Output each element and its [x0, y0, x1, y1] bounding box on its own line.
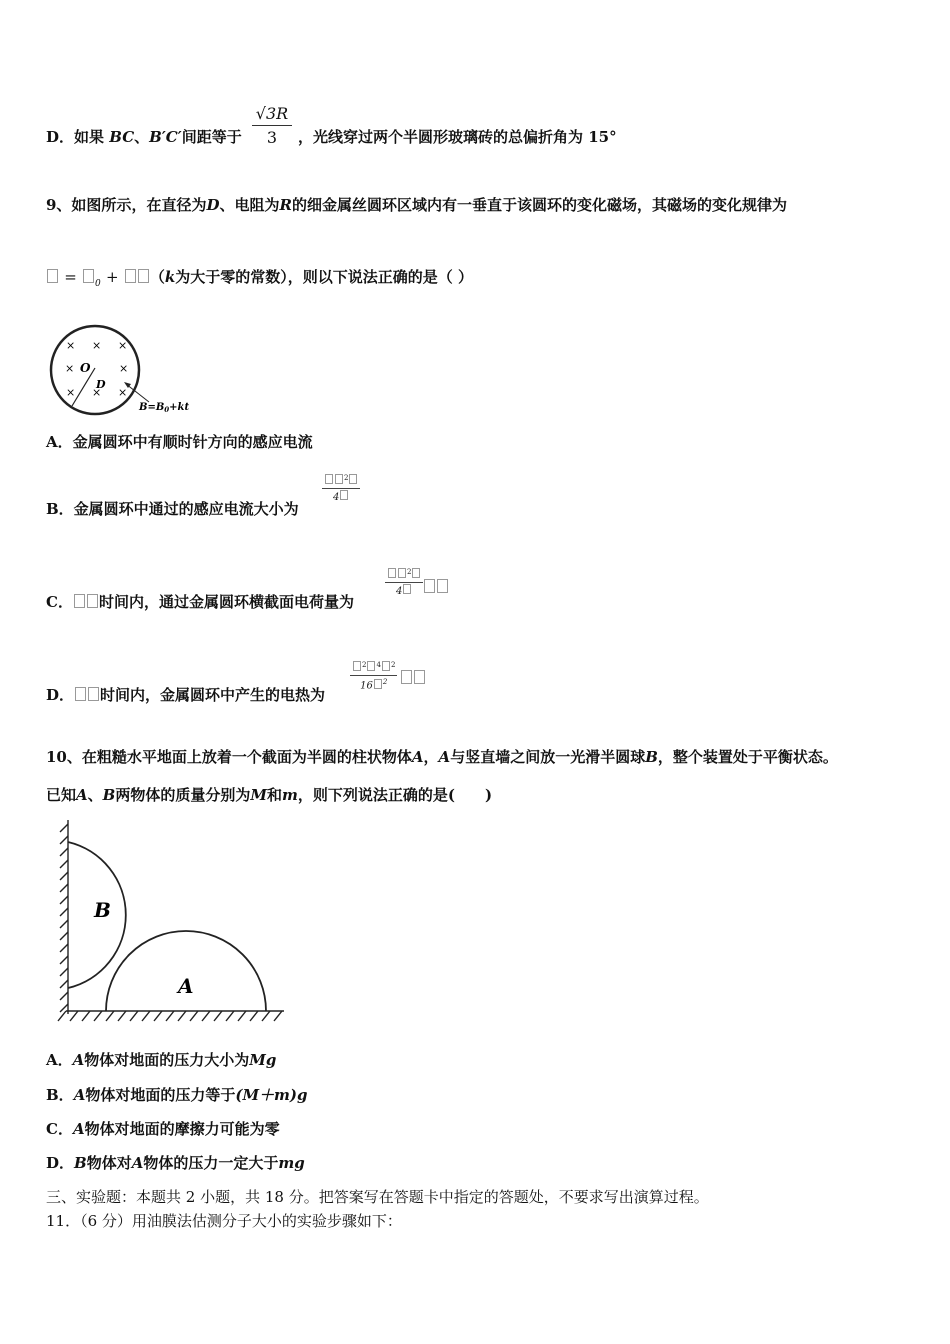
wall: [60, 820, 68, 1014]
label-a: A: [178, 974, 194, 998]
field-cross-icon: ×: [66, 339, 76, 352]
q9-option-c: C． 时间内，通过金属圆环横截面电荷量为: [46, 593, 354, 611]
section-heading: 三、实验题：本题共 2 小题，共 18 分。把答案写在答题卡中指定的答题处，不要求写出演算过程。: [46, 1188, 709, 1206]
q9-option-d-tail: [400, 668, 426, 687]
field-cross-icon: ×: [92, 339, 102, 352]
q10-stem-2: 已知A、B两物体的质量分别为M和m，则下列说法正确的是( ): [46, 786, 493, 804]
center-label: O: [80, 361, 91, 375]
q8-fraction: √3R 3: [252, 104, 292, 147]
q10-option-b: B．A物体对地面的压力等于(M＋m)g: [46, 1086, 308, 1104]
field-law-label: $B=B_0+kt$: [139, 402, 190, 414]
field-cross-icon: ×: [65, 362, 75, 375]
q9-option-b: B．金属圆环中通过的感应电流大小为: [46, 500, 299, 518]
field-cross-icon: ×: [66, 386, 76, 399]
q9-formula: = $_0$ + （k为大于零的常数），则以下说法正确的是（ ）: [46, 267, 473, 294]
q9-option-a: A．金属圆环中有顺时针方向的感应电流: [46, 433, 313, 451]
q10-option-c: C．A物体对地面的摩擦力可能为零: [46, 1120, 280, 1138]
q8-option-d-suffix: ，光线穿过两个半圆形玻璃砖的总偏折角为 15°: [298, 128, 617, 146]
missing-glyph-icon: [75, 687, 86, 701]
field-cross-icon: ×: [118, 386, 128, 399]
q10-figure: [44, 814, 294, 1029]
ground: [58, 1011, 284, 1021]
label-b: B: [94, 898, 111, 922]
missing-glyph-icon: [138, 269, 149, 283]
missing-glyph-icon: [87, 594, 98, 608]
q10-option-d: D．B物体对A物体的压力一定大于mg: [46, 1154, 305, 1172]
q9-option-d-fraction: $\frac{^2 ^4 ^2}{16 ^2}$: [350, 660, 397, 692]
q8-bc: BC: [109, 128, 135, 146]
missing-glyph-icon: [88, 687, 99, 701]
missing-glyph-icon: [83, 269, 94, 283]
q10-stem-1: 10、在粗糙水平地面上放着一个截面为半圆的柱状物体A，A与竖直墙之间放一光滑半圆球B，整个装置处于平衡状态。: [46, 748, 838, 766]
q9-option-b-fraction: $\frac{^2}{4}$: [322, 473, 360, 503]
field-cross-icon: ×: [118, 339, 128, 352]
half-cylinder-a: [106, 931, 266, 1011]
q10-option-a: A．A物体对地面的压力大小为Mg: [46, 1051, 277, 1069]
field-cross-icon: ×: [92, 386, 102, 399]
diameter-label: D: [96, 378, 106, 391]
q9-stem: 9、如图所示，在直径为D、电阻为R的细金属丝圆环区域内有一垂直于该圆环的变化磁场，其磁场的变化规律为: [46, 196, 787, 214]
missing-glyph-icon: [47, 269, 58, 283]
q8-option-d: D．如果 BC、B′C′间距等于: [46, 128, 242, 146]
q9-option-d: D． 时间内，金属圆环中产生的电热为: [46, 686, 326, 704]
q11-stem: 11．（6 分）用油膜法估测分子大小的实验步骤如下：: [46, 1212, 402, 1230]
missing-glyph-icon: [125, 269, 136, 283]
q9-option-c-fraction: $\frac{^2}{4}$: [385, 567, 423, 597]
q9-ring-figure: [46, 322, 206, 418]
missing-glyph-icon: [74, 594, 85, 608]
q9-option-c-tail: [423, 577, 449, 596]
field-cross-icon: ×: [119, 362, 129, 375]
